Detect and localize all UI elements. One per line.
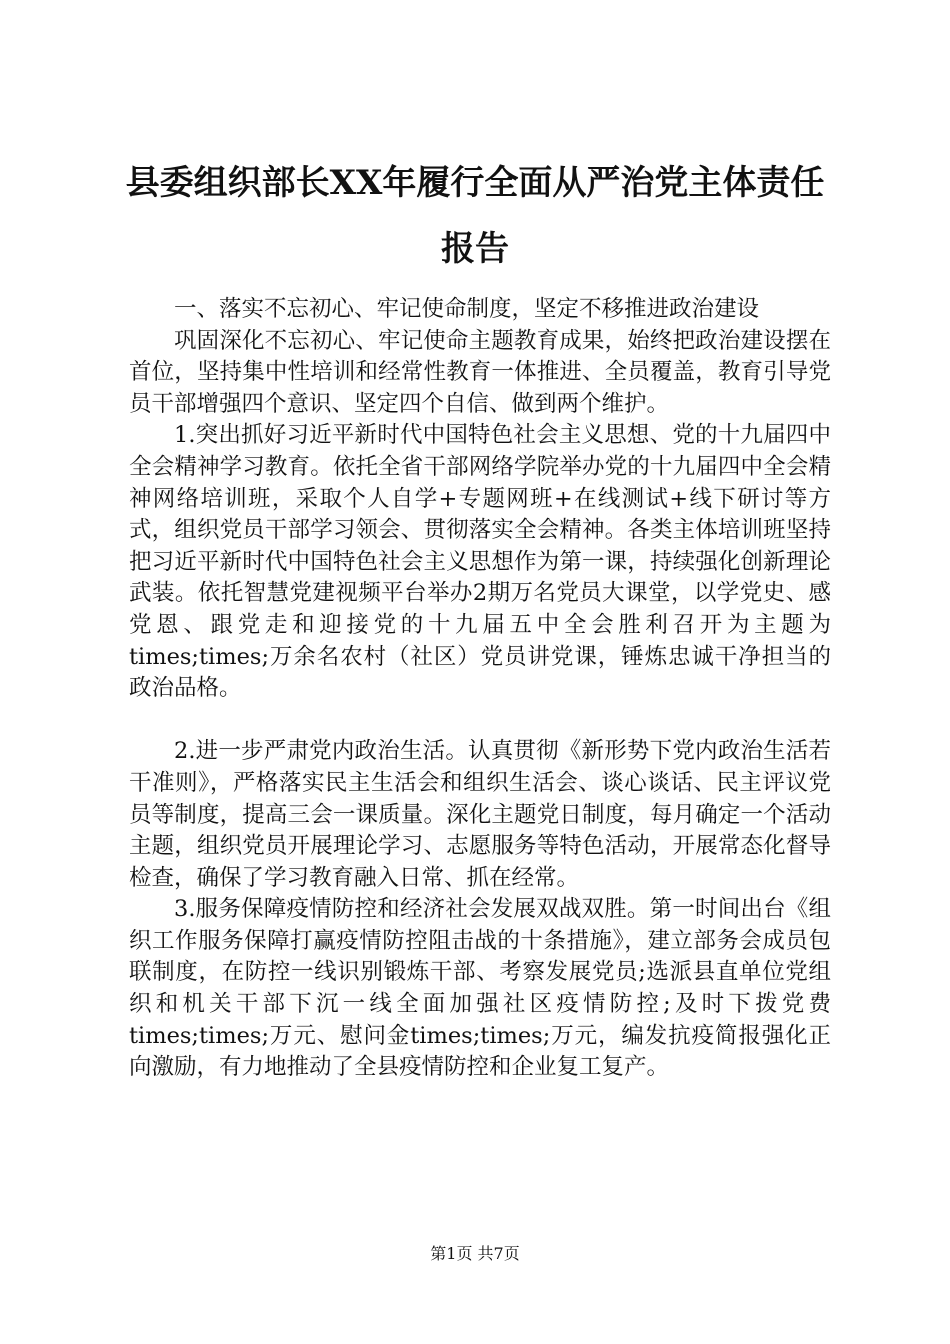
body-paragraph: 巩固深化不忘初心、牢记使命主题教育成果，始终把政治建设摆在首位，坚持集中性培训和经常性教育一体推进、全员覆盖，教育引导党员干部增强四个意识、坚定四个自信、做到两个维护。 xyxy=(129,327,831,417)
document-title: 县委组织部长XX年履行全面从严治党主体责任报告 xyxy=(125,163,825,269)
body-paragraph: 1.突出抓好习近平新时代中国特色社会主义思想、党的十九届四中全会精神学习教育。依托全省干部网络学院举办党的十九届四中全会精神网络培训班，采取个人自学+专题网班+在线测试+线下研讨等方式，组织党员干部学习领会、贯彻落实全会精神。各类主体培训班坚持把习近平新时代中国特色社会主义思想作为第一课，持续强化创新理论武装。依托智慧党建视频平台举办2期万名党员大课堂，以学党史、感党恩、跟党走和迎接党的十九届五中全会胜利召开为主题为times;times;万余名农村（社区）党员讲党课，锤炼忠诚干净担当的政治品格。 xyxy=(129,422,831,702)
page-number-footer: 第1页 共7页 xyxy=(430,1244,520,1263)
body-paragraph: 2.进一步严肃党内政治生活。认真贯彻《新形势下党内政治生活若干准则》，严格落实民主生活会和组织生活会、谈心谈话、民主评议党员等制度，提高三会一课质量。深化主题党日制度，每月确定一个活动主题，组织党员开展理论学习、志愿服务等特色活动，开展常态化督导检查，确保了学习教育融入日常、抓在经常。 xyxy=(129,738,831,891)
section-heading: 一、落实不忘初心、牢记使命制度，坚定不移推进政治建设 xyxy=(174,296,760,322)
body-paragraph: 3.服务保障疫情防控和经济社会发展双战双胜。第一时间出台《组织工作服务保障打赢疫情防控阻击战的十条措施》，建立部务会成员包联制度，在防控一线识别锻炼干部、考察发展党员;选派县直单位党组织和机关干部下沉一线全面加强社区疫情防控;及时下拨党费times;times;万元、慰问金times;times;万元，编发抗疫简报强化正向激励，有力地推动了全县疫情防控和企业复工复产。 xyxy=(129,896,831,1081)
document-body xyxy=(129,294,831,1084)
